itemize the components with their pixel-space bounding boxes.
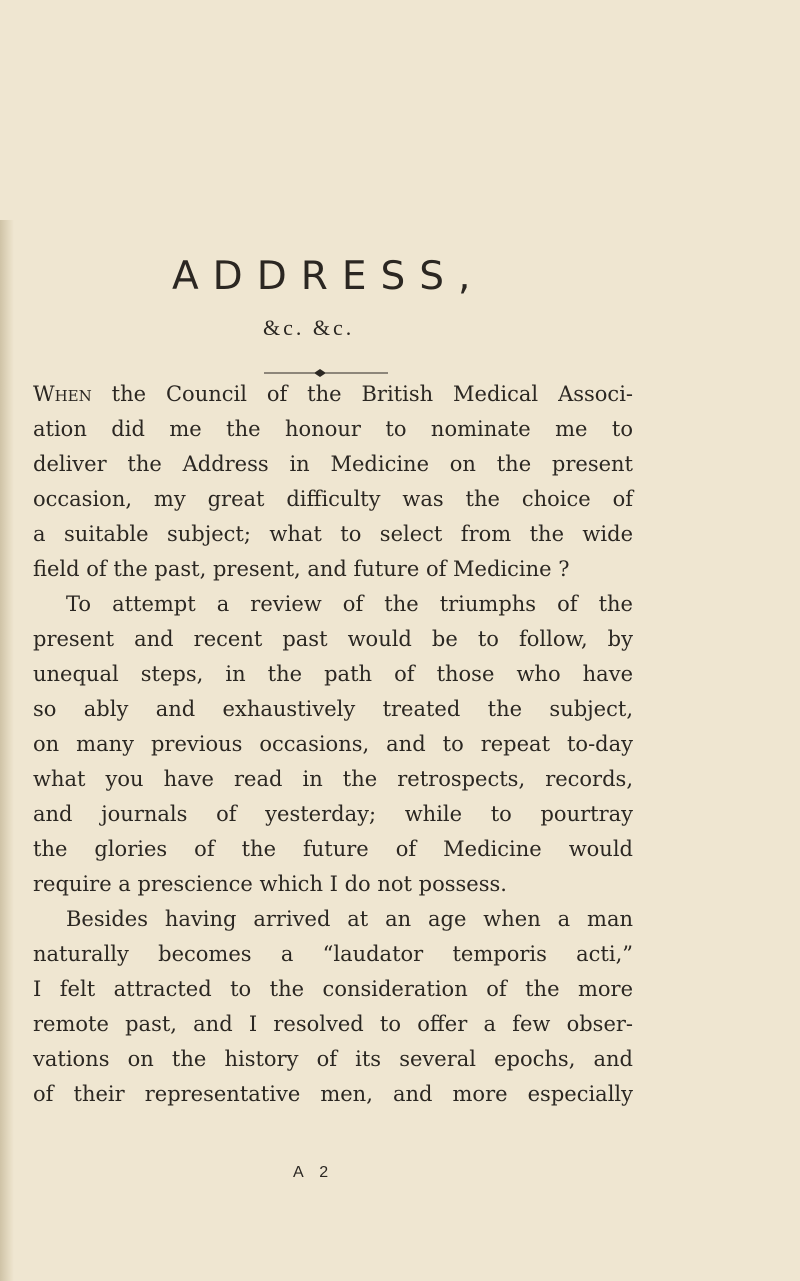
text-line: present and recent past would be to follow, by [33,627,633,651]
text-line: ation did me the honour to nominate me to [33,417,633,441]
text-line: of their representative men, and more especially [33,1082,633,1106]
page-title: ADDRESS, [172,254,485,299]
text-line: require a prescience which I do not possess. [33,872,507,896]
text-line: on many previous occasions, and to repeat to-day [33,732,633,756]
text-line: what you have read in the retrospects, records, [33,767,633,791]
paragraph-1 [33,377,633,587]
paragraph-3 [33,902,633,1112]
text-line: vations on the history of its several epochs, and [33,1047,633,1071]
text-line: To attempt a review of the triumphs of the [66,592,633,616]
page-subtitle: &c. &c. [263,315,355,340]
text-line: field of the past, present, and future of Medicine ? [33,557,570,581]
text-line: When the Council of the British Medical Associ- [33,382,633,406]
text-line: I felt attracted to the consideration of the more [33,977,633,1001]
text-line: Besides having arrived at an age when a man [66,907,633,931]
paragraph-2 [33,587,633,902]
text-line: a suitable subject; what to select from the wide [33,522,633,546]
body-text [33,377,633,1112]
text-line: remote past, and I resolved to offer a few obser- [33,1012,633,1036]
text-line: and journals of yesterday; while to pourtray [33,802,633,826]
opening-word: When [33,382,92,406]
text-line: occasion, my great difficulty was the choice of [33,487,633,511]
text-line: the glories of the future of Medicine would [33,837,633,861]
text-line: so ably and exhaustively treated the subject, [33,697,633,721]
text-line: unequal steps, in the path of those who have [33,662,633,686]
text-line: naturally becomes a “laudator temporis acti,” [33,942,633,966]
binding-edge [0,220,14,1281]
signature-mark: A 2 [293,1164,335,1181]
text-line: deliver the Address in Medicine on the present [33,452,633,476]
